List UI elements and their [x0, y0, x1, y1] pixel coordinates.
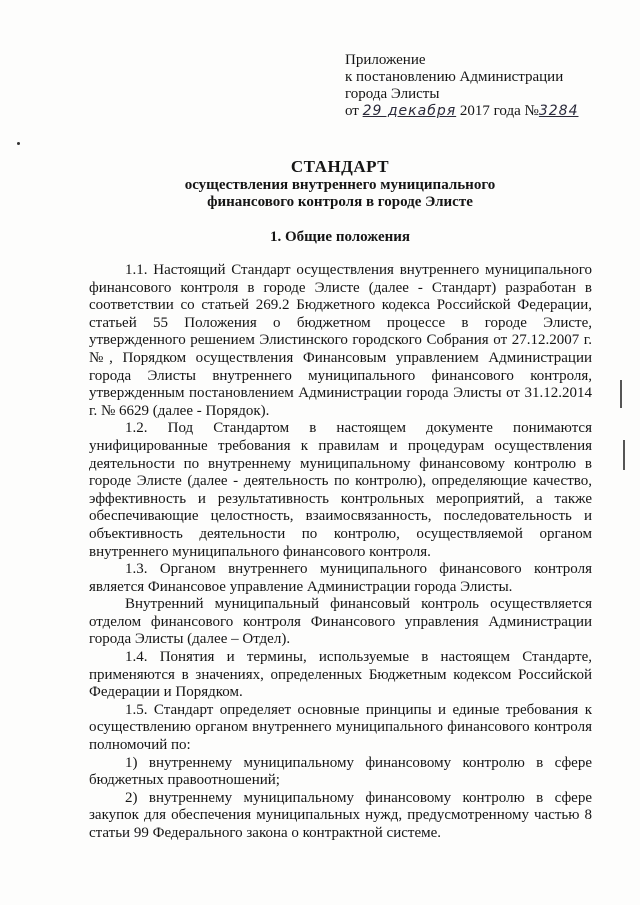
- title-sub-line-1: осуществления внутреннего муниципального: [184, 177, 496, 193]
- title-sub-line-2: финансового контроля в городе Элисте: [207, 194, 473, 210]
- paragraph-1-4: 1.4. Понятия и термины, используемые в настоящем Стандарте, применяются в значениях, определенных Бюджетным кодексом Российской Федерации и Порядком.: [89, 649, 592, 701]
- list-item-1: 1) внутреннему муниципальному финансовому контролю в сфере бюджетных правоотношений;: [89, 754, 592, 789]
- paragraph-1-5: 1.5. Стандарт определяет основные принципы и единые требования к осуществлению органом внутреннего муниципального финансового контроля полномочий по:: [89, 701, 592, 754]
- handwritten-number: 3284: [538, 103, 579, 119]
- title-main: СТАНДАРТ: [290, 157, 390, 176]
- appendix-resolution-ref: к постановлению Администрации: [345, 69, 564, 85]
- paragraph-1-1: 1.1. Настоящий Стандарт осуществления внутреннего муниципального финансового контроля в городе Элисте (далее - Стандарт) разработан в соответствии со статьей 269.2 Бюджетного кодекса Российской Федерации, статьей 55 Положения о бюджетном процессе в городе Элисте, утвержденного решением Элистинского городского Собрания от 27.12.2007 г. №, Порядком осуществления Финансовым управлением Администрации города Элисты внутреннего муниципального финансового контроля, утвержденным постановлением Администрации города Элисты от 31.12.2014 г. № 6629 (далее - Порядок).: [89, 262, 592, 419]
- scan-dot: [17, 142, 20, 145]
- section-body: [89, 262, 592, 843]
- handwritten-date: 29 декабря: [362, 103, 457, 119]
- appendix-date-line: от 29 декабря 2017 года №3284: [345, 103, 579, 119]
- scan-edge-mark: [620, 380, 622, 408]
- appendix-city: города Элисты: [345, 86, 440, 102]
- paragraph-control-dept: Внутренний муниципальный финансовый контроль осуществляется отделом финансового контроля Финансового управления Администрации города Элисты (далее – Отдел).: [89, 596, 592, 648]
- paragraph-1-2: 1.2. Под Стандартом в настоящем документе понимаются унифицированные требования к правилам и процедурам осуществления деятельности по внутреннему муниципальному финансовому контролю в городе Элисте (далее - деятельность по контролю), определяющие качество, эффективность и результативность контрольных мероприятий, а также обеспечивающие целостность, взаимосвязанность, последовательность и объективность деятельности по контролю, осуществляемой органом внутреннего муниципального финансового контроля.: [89, 420, 592, 560]
- appendix-label: Приложение: [345, 52, 426, 68]
- list-item-2: 2) внутреннему муниципальному финансовому контролю в сфере закупок для обеспечения муниципальных нужд, предусмотренному частью 8 статьи 99 Федерального закона о контрактной системе.: [89, 789, 592, 841]
- document-title: [90, 157, 590, 211]
- paragraph-1-3: 1.3. Органом внутреннего муниципального финансового контроля является Финансовое управление Администрации города Элисты.: [89, 561, 592, 595]
- appendix-header: [345, 52, 607, 120]
- scan-edge-mark: [623, 440, 625, 470]
- section-heading: 1. Общие положения: [269, 229, 411, 245]
